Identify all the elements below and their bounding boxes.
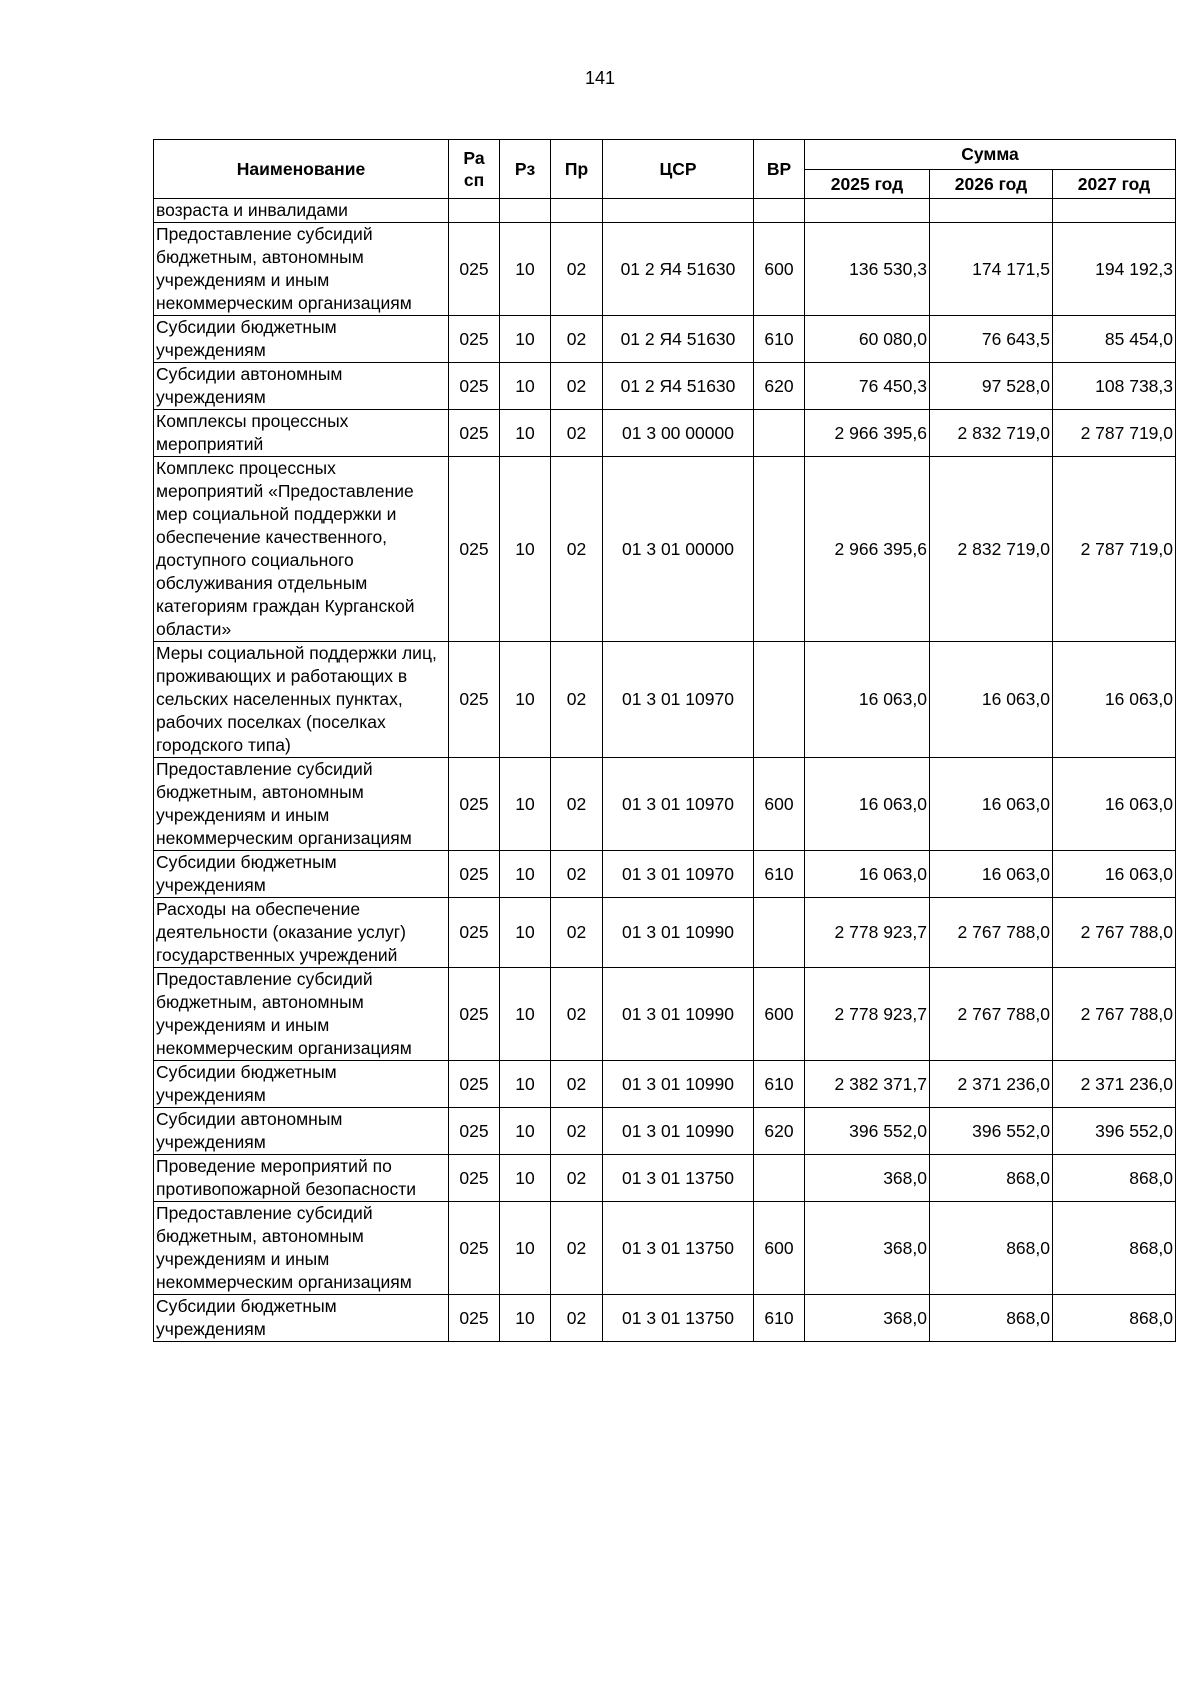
cell-rasp: 025 [449, 642, 500, 758]
cell-rz: 10 [500, 898, 551, 968]
header-rz: Рз [500, 140, 551, 199]
cell-rasp: 025 [449, 968, 500, 1061]
cell-name: возраста и инвалидами [154, 199, 449, 223]
cell-2025 [805, 199, 930, 223]
cell-name: Комплексы процессных мероприятий [154, 410, 449, 457]
cell-2027: 108 738,3 [1053, 363, 1176, 410]
cell-vr: 620 [754, 363, 805, 410]
cell-rz: 10 [500, 851, 551, 898]
cell-2026: 868,0 [930, 1202, 1053, 1295]
cell-csr: 01 3 01 10970 [603, 642, 754, 758]
cell-2026: 97 528,0 [930, 363, 1053, 410]
table-row [154, 898, 1176, 968]
cell-2026: 868,0 [930, 1155, 1053, 1202]
cell-2027: 868,0 [1053, 1202, 1176, 1295]
cell-2026: 2 371 236,0 [930, 1061, 1053, 1108]
cell-name: Предоставление субсидий бюджетным, автономным учреждениям и иным некоммерческим организациям [154, 758, 449, 851]
cell-name: Субсидии автономным учреждениям [154, 1108, 449, 1155]
cell-rz: 10 [500, 1295, 551, 1342]
cell-2027: 868,0 [1053, 1155, 1176, 1202]
cell-vr: 610 [754, 1061, 805, 1108]
cell-pr: 02 [551, 898, 603, 968]
cell-2026: 16 063,0 [930, 851, 1053, 898]
cell-rasp: 025 [449, 1202, 500, 1295]
cell-rasp [449, 199, 500, 223]
cell-vr: 610 [754, 316, 805, 363]
cell-2025: 368,0 [805, 1155, 930, 1202]
cell-pr: 02 [551, 1202, 603, 1295]
cell-2027: 396 552,0 [1053, 1108, 1176, 1155]
cell-csr: 01 3 01 10990 [603, 1108, 754, 1155]
cell-csr: 01 3 01 10990 [603, 968, 754, 1061]
table-row [154, 410, 1176, 457]
cell-2025: 76 450,3 [805, 363, 930, 410]
cell-2026: 2 832 719,0 [930, 457, 1053, 642]
cell-2027 [1053, 199, 1176, 223]
cell-name: Проведение мероприятий по противопожарной безопасности [154, 1155, 449, 1202]
header-2025: 2025 год [805, 170, 930, 199]
cell-pr: 02 [551, 1061, 603, 1108]
cell-2026 [930, 199, 1053, 223]
cell-pr [551, 199, 603, 223]
header-2026: 2026 год [930, 170, 1053, 199]
table-header [154, 140, 1176, 199]
cell-name: Предоставление субсидий бюджетным, автономным учреждениям и иным некоммерческим организациям [154, 223, 449, 316]
cell-2025: 368,0 [805, 1202, 930, 1295]
cell-2025: 16 063,0 [805, 758, 930, 851]
cell-2026: 76 643,5 [930, 316, 1053, 363]
cell-2026: 16 063,0 [930, 642, 1053, 758]
cell-2026: 174 171,5 [930, 223, 1053, 316]
cell-2025: 60 080,0 [805, 316, 930, 363]
cell-2027: 85 454,0 [1053, 316, 1176, 363]
cell-rz: 10 [500, 410, 551, 457]
table-row [154, 1202, 1176, 1295]
header-rasp [449, 140, 500, 199]
cell-name: Расходы на обеспечение деятельности (оказание услуг) государственных учреждений [154, 898, 449, 968]
cell-name: Субсидии бюджетным учреждениям [154, 1061, 449, 1108]
table-body [154, 199, 1176, 1342]
cell-rasp: 025 [449, 363, 500, 410]
cell-2026: 396 552,0 [930, 1108, 1053, 1155]
table-row [154, 1155, 1176, 1202]
cell-vr [754, 1155, 805, 1202]
cell-name: Предоставление субсидий бюджетным, автономным учреждениям и иным некоммерческим организациям [154, 1202, 449, 1295]
cell-2027: 16 063,0 [1053, 642, 1176, 758]
cell-vr [754, 410, 805, 457]
table-row [154, 316, 1176, 363]
cell-name: Субсидии бюджетным учреждениям [154, 851, 449, 898]
cell-csr: 01 3 01 13750 [603, 1155, 754, 1202]
cell-2027: 16 063,0 [1053, 758, 1176, 851]
cell-rz: 10 [500, 1061, 551, 1108]
cell-rz: 10 [500, 363, 551, 410]
table-row [154, 851, 1176, 898]
cell-csr [603, 199, 754, 223]
cell-csr: 01 3 01 00000 [603, 457, 754, 642]
cell-2025: 2 966 395,6 [805, 457, 930, 642]
table-row [154, 968, 1176, 1061]
cell-vr: 610 [754, 1295, 805, 1342]
cell-name: Предоставление субсидий бюджетным, автономным учреждениям и иным некоммерческим организациям [154, 968, 449, 1061]
cell-csr: 01 3 01 13750 [603, 1202, 754, 1295]
cell-2026: 2 832 719,0 [930, 410, 1053, 457]
cell-pr: 02 [551, 1295, 603, 1342]
header-pr: Пр [551, 140, 603, 199]
cell-csr: 01 3 01 10990 [603, 1061, 754, 1108]
cell-name: Комплекс процессных мероприятий «Предоставление мер социальной поддержки и обеспечение качественного, доступного социального обслуживания отдельным категориям граждан Курганской области» [154, 457, 449, 642]
cell-rz: 10 [500, 457, 551, 642]
cell-rz [500, 199, 551, 223]
cell-vr: 600 [754, 223, 805, 316]
table-row [154, 363, 1176, 410]
table-row [154, 1108, 1176, 1155]
cell-vr: 600 [754, 1202, 805, 1295]
cell-rz: 10 [500, 1108, 551, 1155]
cell-vr [754, 898, 805, 968]
cell-rasp: 025 [449, 1108, 500, 1155]
cell-name: Субсидии автономным учреждениям [154, 363, 449, 410]
cell-2025: 2 778 923,7 [805, 898, 930, 968]
cell-2027: 2 371 236,0 [1053, 1061, 1176, 1108]
cell-csr: 01 2 Я4 51630 [603, 316, 754, 363]
cell-2025: 368,0 [805, 1295, 930, 1342]
page-number: 141 [584, 68, 616, 88]
table-row [154, 199, 1176, 223]
cell-csr: 01 3 01 10970 [603, 851, 754, 898]
cell-rasp: 025 [449, 1155, 500, 1202]
header-name: Наименование [154, 140, 449, 199]
table-row [154, 457, 1176, 642]
cell-rasp: 025 [449, 223, 500, 316]
cell-pr: 02 [551, 410, 603, 457]
cell-2025: 2 778 923,7 [805, 968, 930, 1061]
cell-name: Субсидии бюджетным учреждениям [154, 1295, 449, 1342]
cell-2026: 16 063,0 [930, 758, 1053, 851]
header-csr: ЦСР [603, 140, 754, 199]
table-row [154, 1295, 1176, 1342]
cell-2025: 136 530,3 [805, 223, 930, 316]
cell-vr [754, 457, 805, 642]
cell-pr: 02 [551, 316, 603, 363]
cell-csr: 01 3 00 00000 [603, 410, 754, 457]
cell-2025: 16 063,0 [805, 851, 930, 898]
cell-pr: 02 [551, 363, 603, 410]
cell-vr: 620 [754, 1108, 805, 1155]
cell-name: Меры социальной поддержки лиц, проживающих и работающих в сельских населенных пунктах, рабочих поселках (поселках городского типа) [154, 642, 449, 758]
cell-vr: 610 [754, 851, 805, 898]
header-rasp-label: Ра сп [463, 148, 485, 190]
cell-rz: 10 [500, 223, 551, 316]
cell-vr: 600 [754, 758, 805, 851]
cell-csr: 01 3 01 13750 [603, 1295, 754, 1342]
cell-2025: 396 552,0 [805, 1108, 930, 1155]
cell-csr: 01 2 Я4 51630 [603, 223, 754, 316]
cell-vr [754, 642, 805, 758]
cell-vr [754, 199, 805, 223]
cell-rz: 10 [500, 642, 551, 758]
cell-vr: 600 [754, 968, 805, 1061]
cell-2026: 2 767 788,0 [930, 898, 1053, 968]
budget-table [153, 139, 1176, 1342]
cell-2027: 2 787 719,0 [1053, 457, 1176, 642]
cell-rasp: 025 [449, 758, 500, 851]
cell-csr: 01 3 01 10990 [603, 898, 754, 968]
cell-rz: 10 [500, 1155, 551, 1202]
cell-2027: 2 767 788,0 [1053, 968, 1176, 1061]
table-row [154, 758, 1176, 851]
cell-pr: 02 [551, 758, 603, 851]
cell-2026: 2 767 788,0 [930, 968, 1053, 1061]
cell-rz: 10 [500, 316, 551, 363]
cell-rasp: 025 [449, 851, 500, 898]
cell-rz: 10 [500, 968, 551, 1061]
cell-rasp: 025 [449, 1295, 500, 1342]
cell-2027: 2 787 719,0 [1053, 410, 1176, 457]
header-vr: ВР [754, 140, 805, 199]
cell-rz: 10 [500, 758, 551, 851]
table-row [154, 223, 1176, 316]
cell-2027: 194 192,3 [1053, 223, 1176, 316]
header-2027: 2027 год [1053, 170, 1176, 199]
cell-pr: 02 [551, 851, 603, 898]
cell-2026: 868,0 [930, 1295, 1053, 1342]
cell-rasp: 025 [449, 457, 500, 642]
cell-pr: 02 [551, 1108, 603, 1155]
table-row [154, 1061, 1176, 1108]
header-sum: Сумма [805, 140, 1176, 170]
cell-pr: 02 [551, 642, 603, 758]
table-row [154, 642, 1176, 758]
cell-pr: 02 [551, 968, 603, 1061]
cell-rasp: 025 [449, 316, 500, 363]
cell-name: Субсидии бюджетным учреждениям [154, 316, 449, 363]
cell-2025: 2 382 371,7 [805, 1061, 930, 1108]
cell-csr: 01 3 01 10970 [603, 758, 754, 851]
cell-2025: 2 966 395,6 [805, 410, 930, 457]
cell-rasp: 025 [449, 410, 500, 457]
cell-pr: 02 [551, 223, 603, 316]
cell-2027: 868,0 [1053, 1295, 1176, 1342]
cell-2025: 16 063,0 [805, 642, 930, 758]
cell-rz: 10 [500, 1202, 551, 1295]
cell-rasp: 025 [449, 898, 500, 968]
cell-pr: 02 [551, 457, 603, 642]
cell-2027: 16 063,0 [1053, 851, 1176, 898]
cell-csr: 01 2 Я4 51630 [603, 363, 754, 410]
cell-pr: 02 [551, 1155, 603, 1202]
cell-rasp: 025 [449, 1061, 500, 1108]
cell-2027: 2 767 788,0 [1053, 898, 1176, 968]
